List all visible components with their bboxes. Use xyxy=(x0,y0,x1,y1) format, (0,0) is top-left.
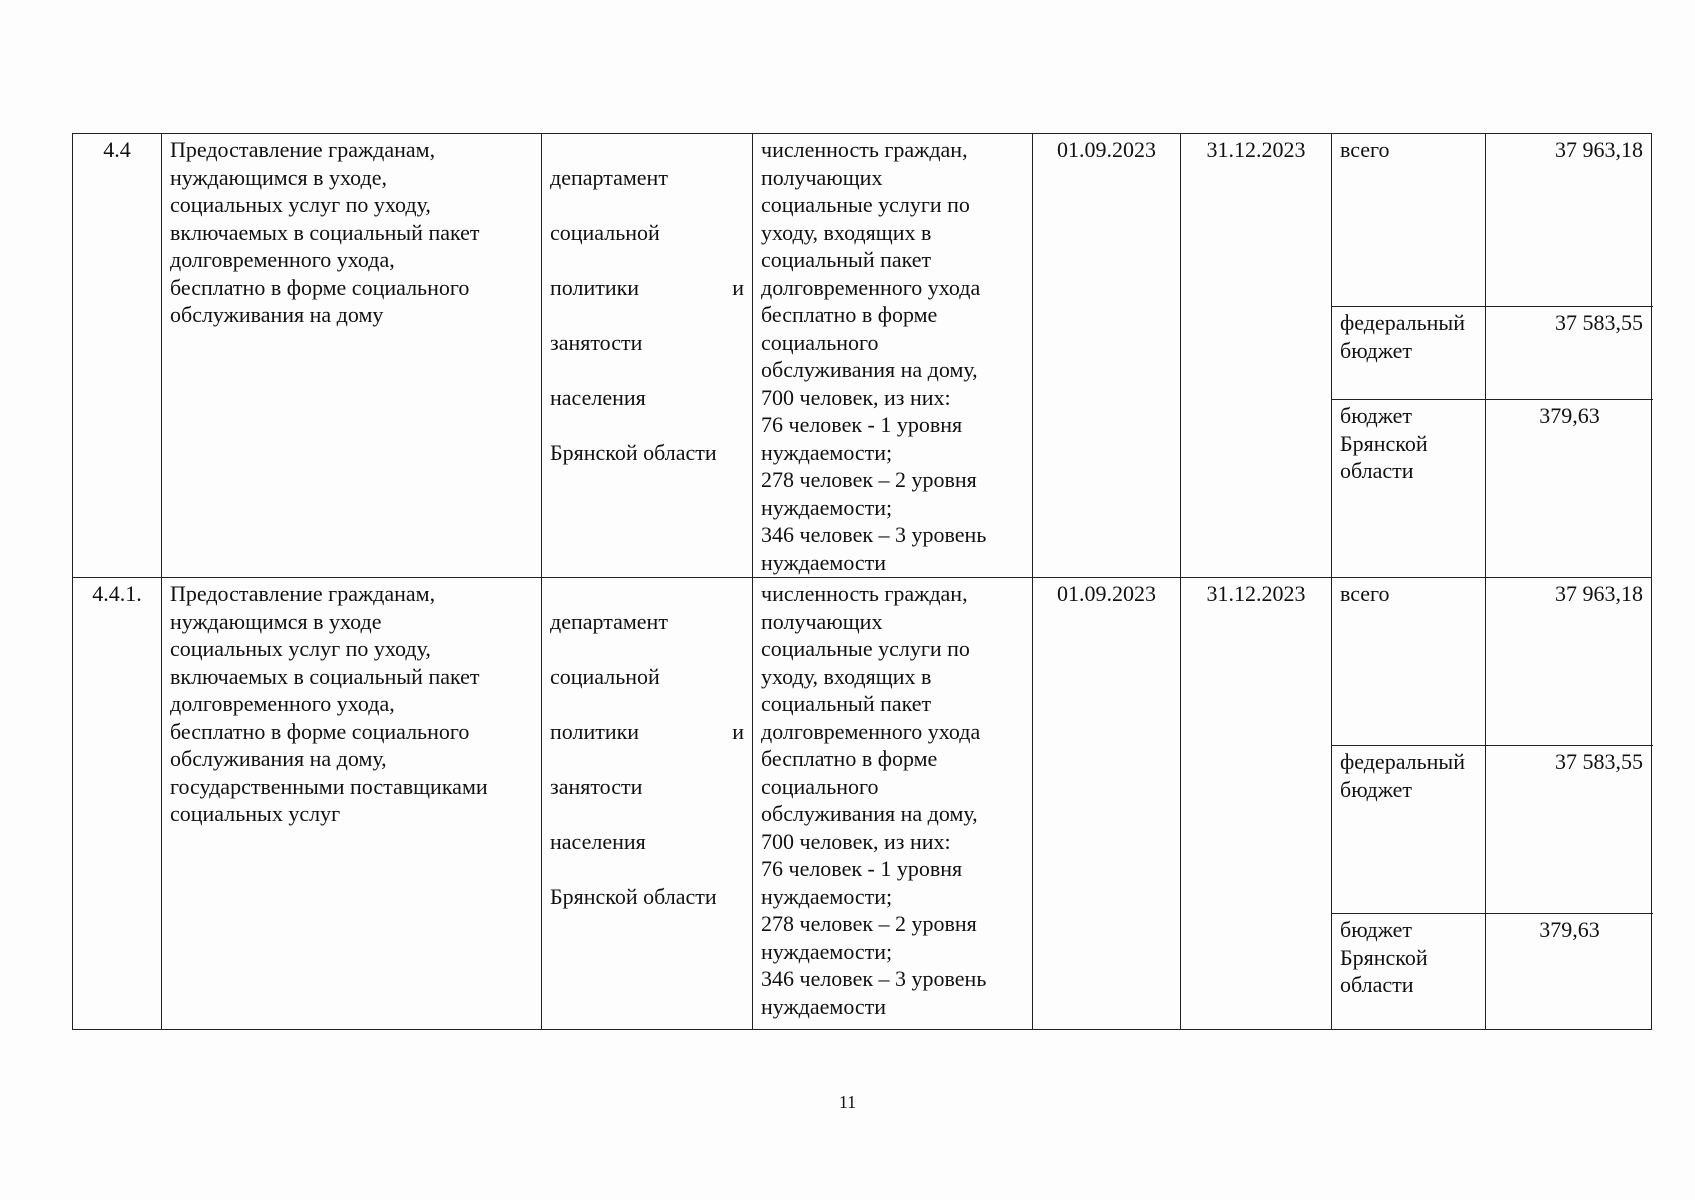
cell-funding-amount xyxy=(1485,578,1653,1029)
funding-source-federal: федеральный бюджет xyxy=(1340,749,1465,802)
table-row xyxy=(72,578,1652,1030)
cell-number xyxy=(73,578,161,1029)
funding-source-regional: бюджет Брянской области xyxy=(1340,403,1428,483)
cell-end-date xyxy=(1180,134,1331,577)
start-date: 01.09.2023 xyxy=(1057,581,1156,606)
end-date: 31.12.2023 xyxy=(1206,137,1306,162)
cell-number xyxy=(73,134,161,577)
cell-activity-name xyxy=(161,134,541,577)
amount-total: 37 963,18 xyxy=(1555,137,1643,162)
responsible-department: департамент социальной политики и занятости населения Брянской области xyxy=(550,164,744,465)
cell-activity-name xyxy=(161,578,541,1029)
cell-indicator xyxy=(752,134,1032,577)
start-date: 01.09.2023 xyxy=(1057,137,1156,162)
funding-source-total: всего xyxy=(1340,137,1390,162)
table-row xyxy=(72,133,1652,578)
activity-name: Предоставление гражданам, нуждающимся в уходе социальных услуг по уходу, включаемых в социальный пакет долговременного ухода, бесплатно в форме социального обслуживания на дому, государственными поставщиками социальных услуг xyxy=(170,581,488,826)
funding-source-federal: федеральный бюджет xyxy=(1340,310,1465,363)
cell-responsible-department xyxy=(541,134,752,577)
cell-funding-source xyxy=(1331,134,1485,577)
amount-regional: 379,63 xyxy=(1539,403,1600,428)
cell-funding-amount xyxy=(1485,134,1653,577)
activity-name: Предоставление гражданам, нуждающимся в уходе, социальных услуг по уходу, включаемых в социальный пакет долговременного ухода, бесплатно в форме социального обслуживания на дому xyxy=(170,137,480,327)
cell-indicator xyxy=(752,578,1032,1029)
cell-end-date xyxy=(1180,578,1331,1029)
amount-federal: 37 583,55 xyxy=(1555,749,1643,774)
funding-source-regional: бюджет Брянской области xyxy=(1340,917,1428,997)
page-number: 11 xyxy=(838,1092,857,1112)
row-number: 4.4 xyxy=(103,137,131,162)
responsible-department: департамент социальной политики и занятости населения Брянской области xyxy=(550,608,744,909)
cell-responsible-department xyxy=(541,578,752,1029)
indicator-text: численность граждан, получающих социальные услуги по уходу, входящих в социальный пакет долговременного ухода бесплатно в форме социального обслуживания на дому, 700 человек, из них: 76 человек - 1 уровня нуждаемости; 278 человек – 2 уровня нуждаемости; 346 человек – 3 уровень нуждаемости xyxy=(761,581,987,1019)
amount-total: 37 963,18 xyxy=(1555,581,1643,606)
amount-federal: 37 583,55 xyxy=(1555,310,1643,335)
cell-start-date xyxy=(1032,134,1180,577)
row-number: 4.4.1. xyxy=(92,581,142,606)
funding-source-total: всего xyxy=(1340,581,1390,606)
cell-funding-source xyxy=(1331,578,1485,1029)
cell-start-date xyxy=(1032,578,1180,1029)
amount-regional: 379,63 xyxy=(1539,917,1600,942)
indicator-text: численность граждан, получающих социальные услуги по уходу, входящих в социальный пакет долговременного ухода бесплатно в форме социального обслуживания на дому, 700 человек, из них: 76 человек - 1 уровня нуждаемости; 278 человек – 2 уровня нуждаемости; 346 человек – 3 уровень нуждаемости xyxy=(761,137,987,575)
end-date: 31.12.2023 xyxy=(1206,581,1306,606)
